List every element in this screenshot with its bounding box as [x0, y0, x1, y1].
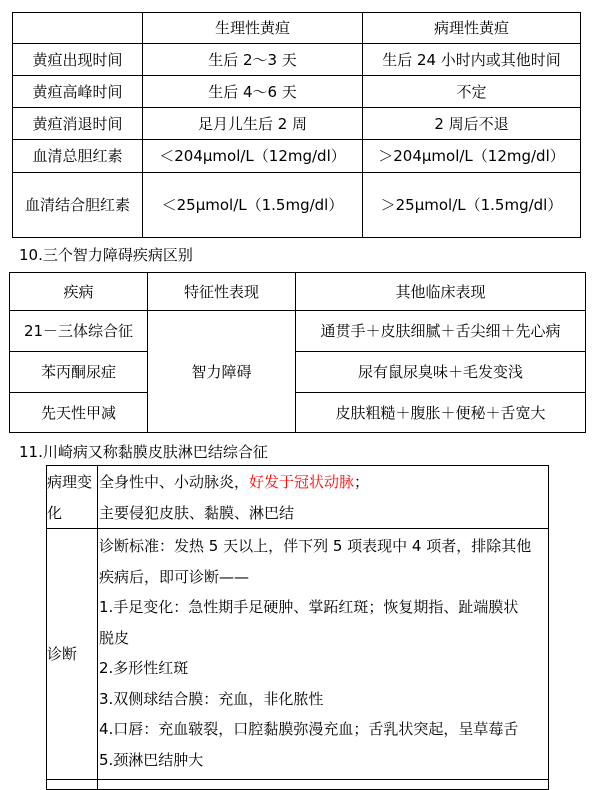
header-cell-feature: 特征性表现 [148, 273, 296, 311]
next-row-label [47, 780, 98, 790]
diagnosis-line: 5.颈淋巴结肿大 [99, 750, 204, 769]
kawasaki-table [46, 465, 549, 790]
diagnosis-label: 诊断 [47, 529, 98, 780]
pathology-label-line2: 化 [47, 503, 63, 522]
table-row [10, 393, 586, 433]
diagnosis-line: 4.口唇：充血皲裂，口腔黏膜弥漫充血；舌乳状突起，呈草莓舌 [99, 720, 519, 738]
row-label: 黄疸高峰时间 [13, 76, 143, 108]
other-manifestations: 通贯手＋皮肤细腻＋舌尖细＋先心病 [296, 311, 586, 352]
pathological-value: 2 周后不退 [363, 108, 581, 140]
header-cell-pathological: 病理性黄疸 [363, 13, 581, 44]
intellectual-disability-table [9, 272, 586, 433]
highlight-coronary-artery: 好发于冠状动脉 [249, 473, 355, 491]
pathological-value: ＞25μmol/L（1.5mg/dl） [363, 173, 581, 238]
pathology-punct: ； [354, 473, 370, 491]
diagnosis-line: 3.双侧球结合膜：充血，非化脓性 [99, 689, 324, 708]
other-manifestations: 皮肤粗糙＋腹胀＋便秘＋舌宽大 [296, 393, 586, 433]
pathology-label-line1: 病理变 [47, 473, 93, 491]
physiological-value: 足月儿生后 2 周 [143, 108, 363, 140]
diagnosis-line: 1.手足变化：急性期手足硬肿、掌跖红斑；恢复期指、趾端膜状 [99, 598, 519, 616]
table-row [13, 44, 581, 76]
table-row [13, 173, 581, 238]
physiological-value: ＜204μmol/L（12mg/dl） [143, 140, 363, 173]
table-row-diagnosis [47, 529, 549, 780]
section-10-heading: 10.三个智力障碍疾病区别 [19, 246, 193, 264]
pathology-content [98, 466, 549, 529]
pathology-text: 全身性中、小动脉炎， [99, 473, 250, 491]
section-11-heading: 11.川崎病又称黏膜皮肤淋巴结综合征 [19, 443, 268, 461]
table-row-next [47, 780, 549, 790]
table-header-row [10, 273, 586, 311]
physiological-value: 生后 4～6 天 [143, 76, 363, 108]
shared-feature: 智力障碍 [148, 311, 296, 433]
table-row [13, 76, 581, 108]
pathological-value: ＞204μmol/L（12mg/dl） [363, 140, 581, 173]
row-label: 黄疸出现时间 [13, 44, 143, 76]
next-row-content [98, 780, 549, 790]
header-cell-physiological: 生理性黄疸 [143, 13, 363, 44]
table-row [10, 311, 586, 352]
physiological-value: 生后 2～3 天 [143, 44, 363, 76]
header-cell-disease: 疾病 [10, 273, 148, 311]
disease-name: 先天性甲减 [10, 393, 148, 433]
table-row [10, 352, 586, 393]
table-row-pathology [47, 466, 549, 529]
table-row [13, 108, 581, 140]
pathology-line1 [99, 467, 548, 498]
row-label: 黄疸消退时间 [13, 108, 143, 140]
pathology-line2: 主要侵犯皮肤、黏膜、淋巴结 [99, 503, 295, 522]
pathological-value: 不定 [363, 76, 581, 108]
diagnosis-content [98, 529, 549, 780]
row-label: 血清结合胆红素 [13, 173, 143, 238]
diagnosis-line: 脱皮 [99, 628, 130, 647]
jaundice-comparison-table [12, 12, 581, 238]
header-cell-empty [13, 13, 143, 44]
header-cell-other: 其他临床表现 [296, 273, 586, 311]
diagnosis-line: 疾病后，即可诊断—— [99, 567, 250, 586]
row-label: 血清总胆红素 [13, 140, 143, 173]
table-row [13, 140, 581, 173]
physiological-value: ＜25μmol/L（1.5mg/dl） [143, 173, 363, 238]
pathology-label [47, 466, 98, 529]
diagnosis-line: 2.多形性红斑 [99, 659, 189, 677]
diagnosis-line: 诊断标准：发热 5 天以上，伴下列 5 项表现中 4 项者，排除其他 [99, 537, 532, 555]
table-header-row [13, 13, 581, 44]
disease-name: 苯丙酮尿症 [10, 352, 148, 393]
pathological-value: 生后 24 小时内或其他时间 [363, 44, 581, 76]
other-manifestations: 尿有鼠尿臭味＋毛发变浅 [296, 352, 586, 393]
disease-name: 21－三体综合征 [10, 311, 148, 352]
